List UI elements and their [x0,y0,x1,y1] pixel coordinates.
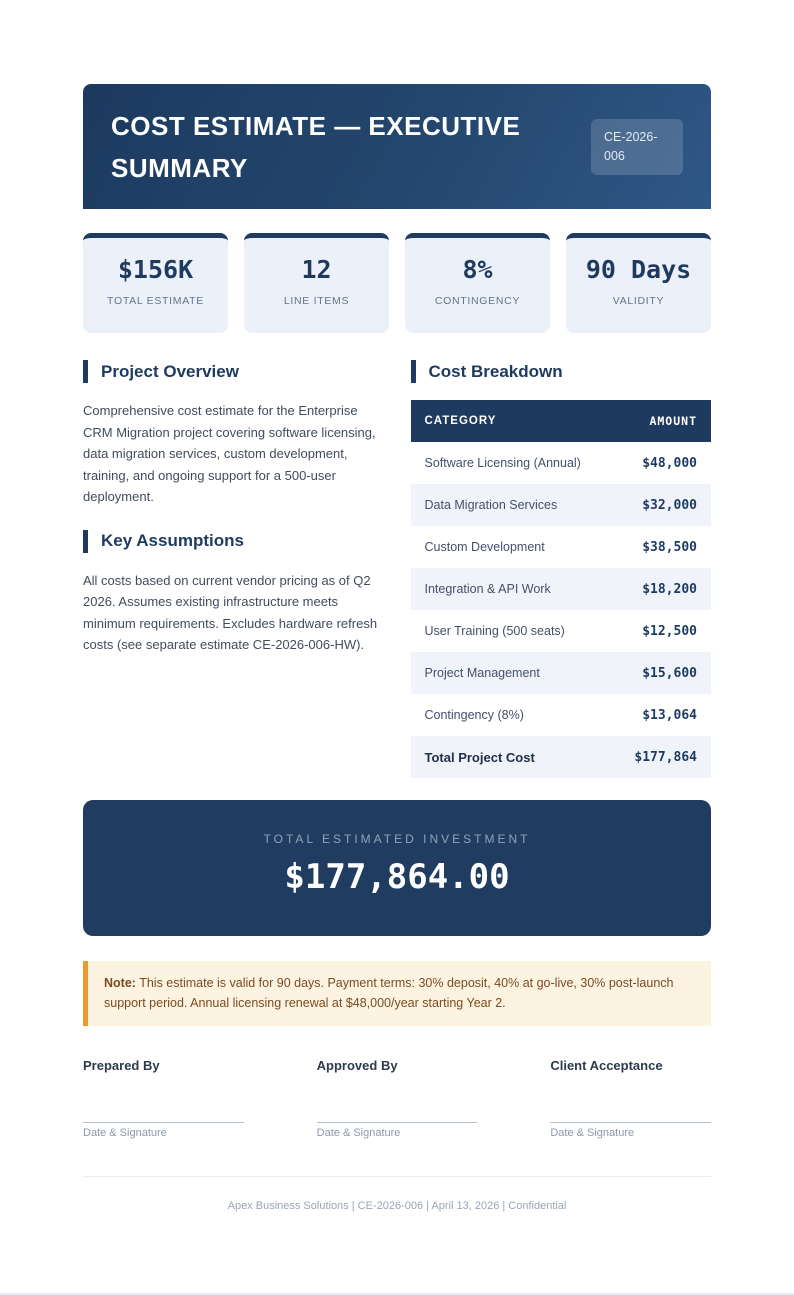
section-title: Cost Breakdown [428,361,563,381]
stat-value: $156K [117,255,194,284]
category-cell: Contingency (8%) [424,708,524,722]
stat-value: 8% [462,255,493,284]
stat-card-total-estimate [83,233,228,333]
stat-label: LINE ITEMS [283,295,350,307]
category-cell: Custom Development [424,540,545,554]
total-investment-banner [83,800,711,936]
note-text: This estimate is valid for 90 days. Payment terms: 30% deposit, 40% at go-live, 30% post-launch support period. Annual licensing renewal at $48,000/year starting Year 2. [104,976,674,1010]
amount-cell: $38,500 [642,539,697,555]
total-investment-amount: $177,864.00 [284,857,510,897]
amount-cell: $48,000 [642,455,697,471]
section-title: Key Assumptions [101,531,244,550]
table-row [411,526,712,568]
total-investment-label: TOTAL ESTIMATED INVESTMENT [263,832,531,846]
stats-row [83,233,711,333]
header-banner [83,84,711,209]
column-header-amount: AMOUNT [612,400,711,442]
amount-cell: $18,200 [642,581,697,597]
table-row [411,652,712,694]
table-row [411,442,712,484]
signature-section [83,1058,711,1139]
category-cell: User Training (500 seats) [424,624,565,638]
section-title: Project Overview [101,361,239,381]
right-column [411,360,712,778]
table-total-row [411,736,712,778]
signature-title: Prepared By [83,1058,160,1073]
signature-block-client-acceptance [550,1058,711,1139]
note-label: Note: [104,976,136,990]
total-category-cell: Total Project Cost [424,749,535,765]
signature-line [83,1122,244,1123]
amount-cell: $13,064 [642,707,697,723]
stat-card-line-items [244,233,389,333]
stat-label: TOTAL ESTIMATE [107,295,204,307]
table-row [411,568,712,610]
category-cell: Project Management [424,666,540,680]
document-page [83,0,711,1222]
section-heading-cost-breakdown [411,360,712,383]
section-heading-key-assumptions [83,530,384,553]
table-header-row [411,400,712,442]
section-heading-project-overview [83,360,384,383]
page-title: COST ESTIMATE — EXECUTIVE SUMMARY [111,110,521,183]
signature-title: Approved By [316,1058,398,1073]
cost-breakdown-table [411,400,712,778]
stat-label: VALIDITY [612,295,665,307]
signature-block-approved-by [317,1058,478,1139]
signature-caption: Date & Signature [83,1127,167,1139]
column-header-category: CATEGORY [411,400,612,442]
category-cell: Software Licensing (Annual) [424,456,581,470]
heading-accent-bar [411,360,416,383]
content-columns [83,360,711,778]
category-cell: Data Migration Services [424,498,558,512]
table-row [411,484,712,526]
stat-label: CONTINGENCY [434,295,521,307]
signature-line [317,1122,478,1123]
amount-cell: $12,500 [642,623,697,639]
stat-card-contingency [405,233,550,333]
category-cell: Integration & API Work [424,582,551,596]
project-overview-text: Comprehensive cost estimate for the Enterprise CRM Migration project covering software licensing, data migration services, custom development, training, and ongoing support for a 500-user deployment. [83,403,376,504]
signature-caption: Date & Signature [316,1127,401,1139]
note-box [83,961,711,1026]
key-assumptions-text: All costs based on current vendor pricing as of Q2 2026. Assumes existing infrastructure meets minimum requirements. Excludes hardware refresh costs (see separate estimate CE-2026-006-HW). [83,572,378,652]
table-row [411,610,712,652]
amount-cell: $32,000 [642,497,697,513]
total-amount-cell: $177,864 [634,749,697,765]
heading-accent-bar [83,360,88,383]
stat-card-validity [566,233,711,333]
signature-line [550,1122,711,1123]
signature-caption: Date & Signature [550,1127,635,1139]
stat-value: 12 [301,255,332,284]
estimate-id-badge: CE-2026-006 [591,119,683,175]
signature-title: Client Acceptance [550,1058,663,1073]
signature-block-prepared-by [83,1058,244,1139]
document-footer: Apex Business Solutions | CE-2026-006 | April 13, 2026 | Confidential [83,1176,711,1222]
amount-cell: $15,600 [642,665,697,681]
heading-accent-bar [83,530,88,553]
left-column [83,360,384,778]
key-assumptions-section [83,530,384,656]
stat-value: 90 Days [585,255,692,284]
table-row [411,694,712,736]
